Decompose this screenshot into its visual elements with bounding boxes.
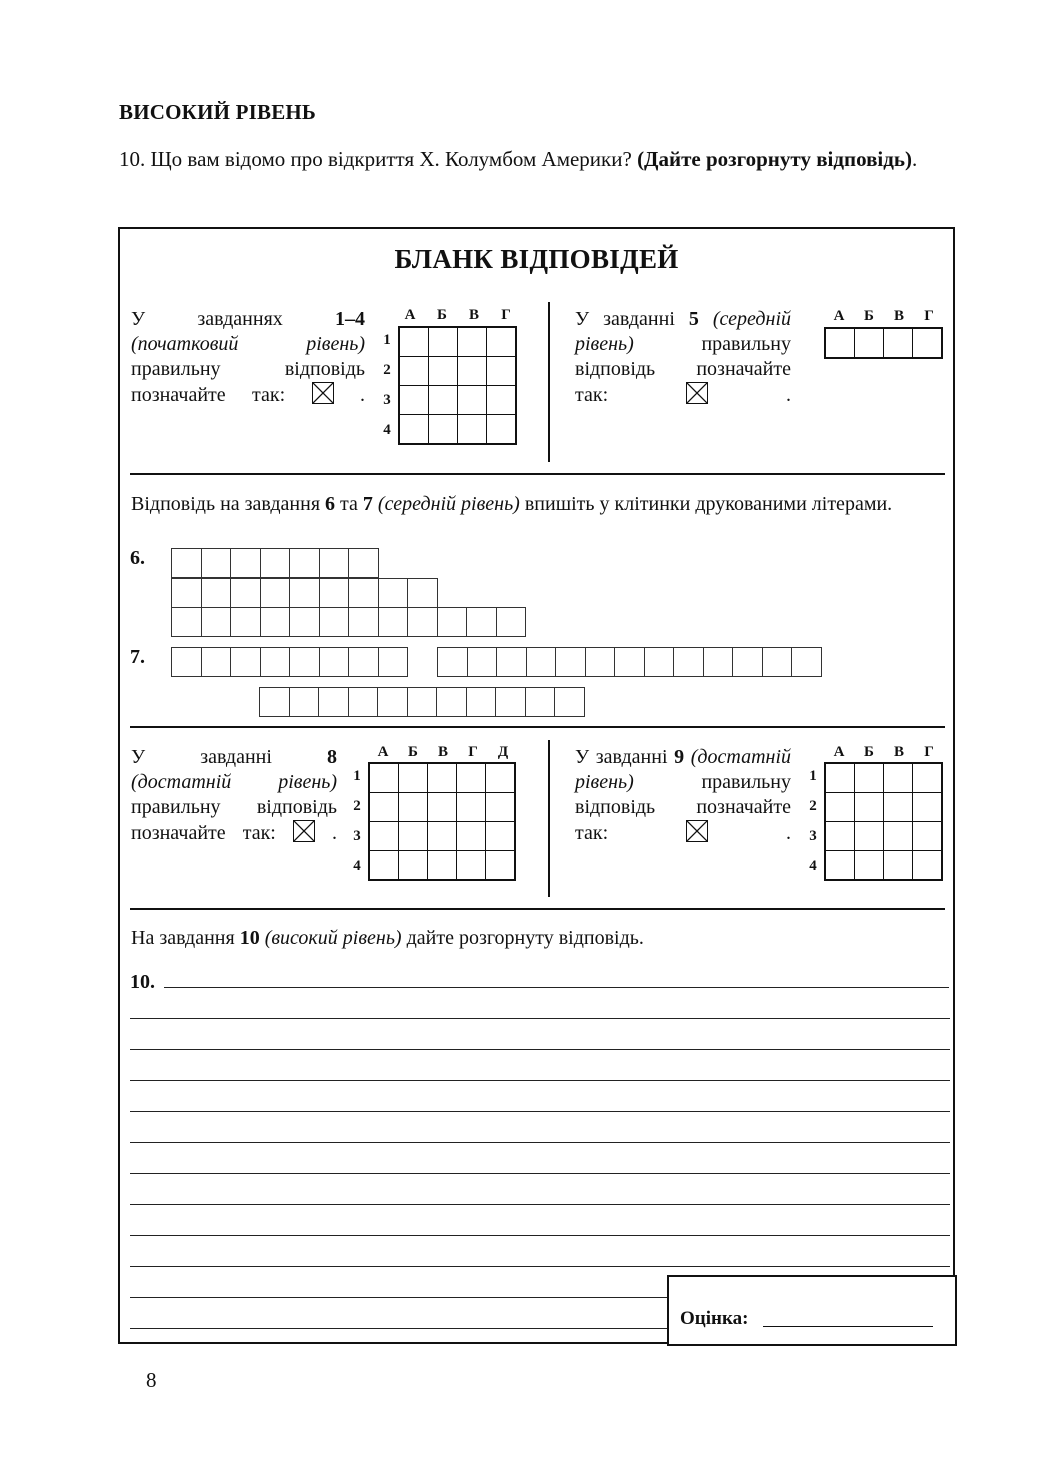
letter-cells-6-row-3[interactable] (171, 607, 526, 637)
row-label: 2 (353, 798, 361, 814)
column-label: Б (408, 744, 418, 760)
column-label: Б (864, 744, 874, 760)
question-10: 10. Що вам відомо про відкриття Х. Колумбом Америки? (Дайте розгорнуту відповідь). (119, 147, 918, 171)
grade-field[interactable] (763, 1326, 933, 1327)
answer-sheet-title: БЛАНК ВІДПОВІДЕЙ (394, 244, 679, 274)
column-label: А (404, 307, 416, 323)
task-5-instruction: У завданні 5 (середній рівень) правильну відповідь позначайте так: . (575, 308, 792, 406)
answer-line[interactable] (130, 1049, 950, 1050)
row-label: 4 (353, 858, 361, 874)
row-label: 1 (353, 768, 361, 784)
column-label: Г (924, 308, 934, 324)
answer-line[interactable] (130, 1235, 950, 1236)
page-number: 8 (146, 1368, 157, 1392)
answer-line[interactable] (130, 1142, 950, 1143)
task-6-label: 6. (130, 547, 145, 569)
column-label: Г (468, 744, 478, 760)
row-label: 1 (809, 768, 817, 784)
cross-mark-icon (686, 382, 708, 404)
column-label: В (893, 308, 904, 324)
column-divider (548, 740, 550, 897)
answer-checkbox-grid[interactable] (824, 762, 943, 881)
answer-line[interactable] (130, 1204, 950, 1205)
grade-label: Оцінка: (680, 1308, 749, 1329)
cross-mark-icon (293, 820, 315, 842)
row-label: 4 (809, 858, 817, 874)
section-divider (130, 473, 945, 475)
letter-cells-6-row-1[interactable] (171, 548, 379, 578)
letter-cells-6-row-2[interactable] (171, 578, 438, 608)
column-divider (548, 302, 550, 462)
level-title: ВИСОКИЙ РІВЕНЬ (119, 100, 317, 124)
task-10-label: 10. (130, 971, 155, 993)
letter-cells-7-word-1[interactable] (171, 647, 408, 677)
answer-line[interactable] (130, 1266, 950, 1267)
task-9-instruction: У завданні 9 (достатній рівень) правильну відповідь позначайте так: . (575, 746, 792, 844)
answer-grid-1-4 (380, 306, 522, 445)
task-7-label: 7. (130, 646, 145, 668)
answer-grid-9 (806, 744, 944, 881)
answer-checkbox-row[interactable] (824, 327, 943, 359)
column-label: А (833, 744, 845, 760)
cross-mark-icon (686, 820, 708, 842)
row-label: 3 (383, 392, 391, 408)
answer-grid-5 (824, 308, 944, 359)
row-label: 3 (809, 828, 817, 844)
column-label: В (468, 307, 479, 323)
answer-line[interactable] (164, 987, 949, 988)
answer-checkbox-grid[interactable] (368, 762, 516, 881)
column-label: Д (497, 744, 509, 760)
answer-grid-8 (350, 744, 518, 881)
section-divider (130, 726, 945, 728)
column-label: Г (501, 307, 511, 323)
task-1-4-instruction: У завданнях 1–4 (початковий рівень) правильну відповідь позначайте так: . (131, 308, 365, 406)
answer-line[interactable] (130, 1111, 950, 1112)
answer-line[interactable] (130, 1080, 950, 1081)
column-label: А (833, 308, 845, 324)
answer-line[interactable] (130, 1328, 670, 1329)
row-label: 2 (809, 798, 817, 814)
column-label: А (377, 744, 389, 760)
task-10-instruction: На завдання 10 (високий рівень) дайте розгорнуту відповідь. (131, 927, 644, 949)
row-label: 2 (383, 362, 391, 378)
answer-checkbox-grid[interactable] (398, 326, 517, 445)
cross-mark-icon (312, 382, 334, 404)
row-label: 1 (383, 332, 391, 348)
row-label: 3 (353, 828, 361, 844)
column-label: Г (924, 744, 934, 760)
column-label: В (893, 744, 904, 760)
letter-cells-7-word-3[interactable] (259, 687, 585, 717)
answer-line[interactable] (130, 1173, 950, 1174)
letter-cells-7-word-2[interactable] (437, 647, 822, 677)
answer-line[interactable] (130, 1297, 670, 1298)
answer-line[interactable] (130, 1018, 950, 1019)
column-label: Б (437, 307, 447, 323)
task-6-7-instruction: Відповідь на завдання 6 та 7 (середній рівень) впишіть у клітинки друкованими літерами. (131, 493, 893, 515)
row-label: 4 (383, 422, 391, 438)
section-divider (130, 908, 945, 910)
column-label: Б (864, 308, 874, 324)
task-8-instruction: У завданні 8 (достатній рівень) правильну відповідь позначайте так: . (131, 746, 337, 844)
column-label: В (437, 744, 448, 760)
